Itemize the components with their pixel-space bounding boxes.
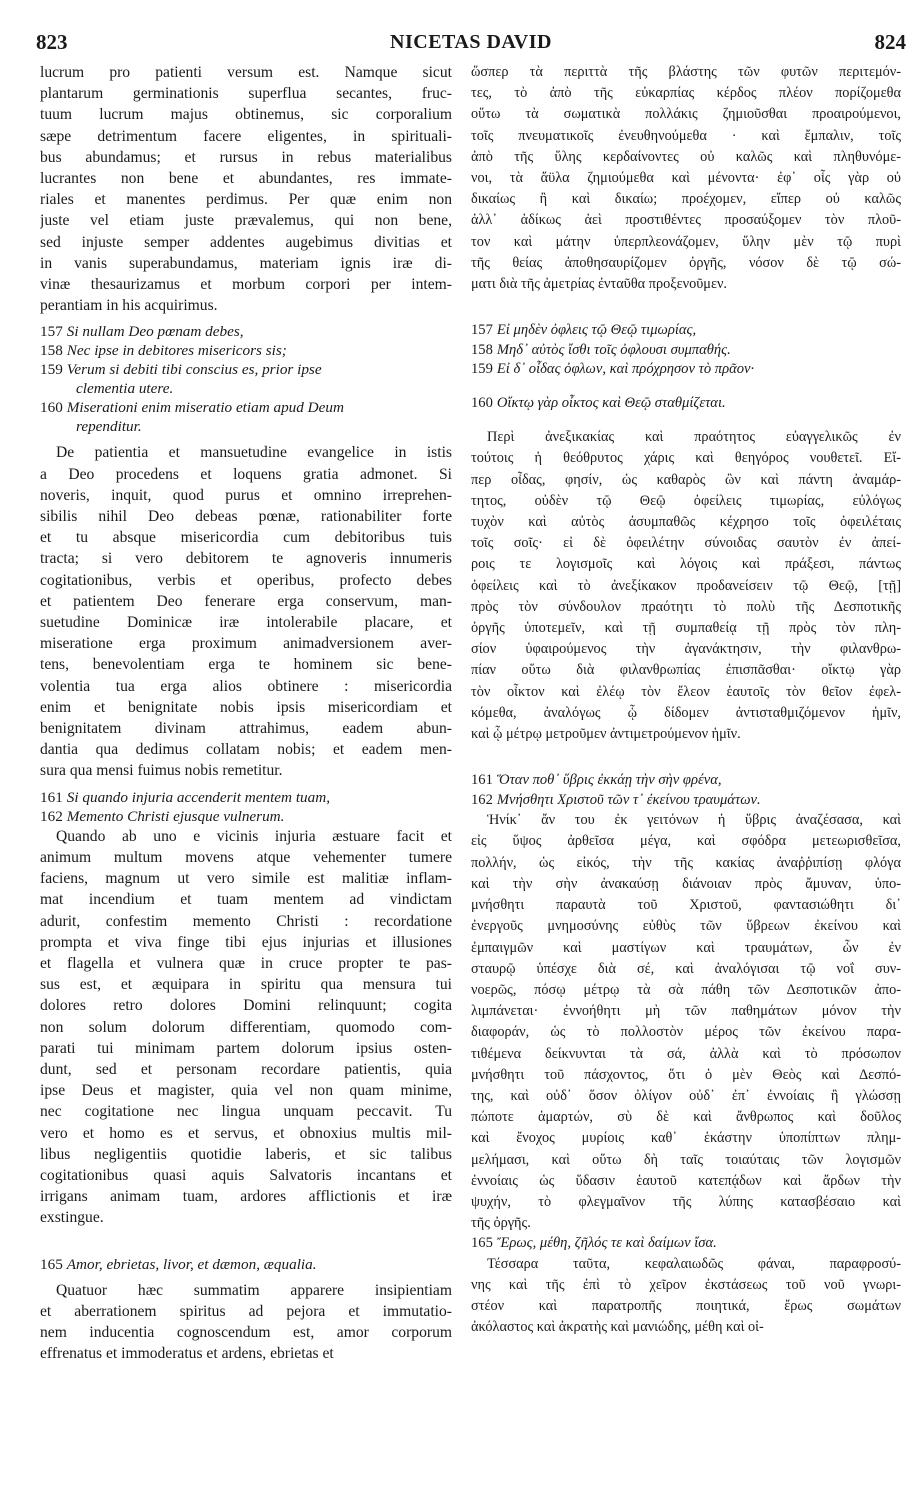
verse-number: 162 [471,791,493,808]
text-line: στέον καὶ παρατροπῆς ποιητικά, ἔρως σωμάτων [471,1298,901,1315]
text-line: enim et benignitate nobis ipsis misericordiam et [40,698,452,716]
text-line: τιθέμενα δείκνυνται τὰ σά, ἀλλὰ καὶ τὸ πρόσωπον [471,1045,901,1062]
text-line: vero et homo es et servus, et obnoxius multis mil- [40,1124,452,1142]
text-line: vinæ thesaurizamus et morbum corpori per intem- [40,276,452,294]
text-line: της, καὶ οὐδ᾽ ὅσον ὀλίγον οὐδ᾽ ἐπ᾽ ἐννοίαις ἢ γλώσσῃ [471,1087,901,1104]
text-line: ψυχήν, τὸ φλεγμαῖνον τῆς λύπης κατασβέσαιο καὶ [471,1193,901,1210]
text-line: τοῖς σοῖς· εἰ δὲ ὀφειλέτην σύνοιδας σαυτὸν ἐν ἀπεί- [471,535,901,552]
verse-text: Si nullam Deo pœnam debes, [66,323,244,341]
verse-line [40,1255,452,1274]
verse-number: 158 [471,341,493,358]
text-line: sus est, et æquipara in spiritu qua mensura tui [40,976,452,994]
text-line: ἐμπαιγμῶν καὶ μαστίγων καὶ τραυμάτων, ὧν ἐν [471,939,901,956]
verse-line [471,394,901,414]
text-line: et patientem Deo fenerare erga conservum, man- [40,592,452,610]
text-line: τον καὶ μάτην ὑπερπλεονάζομεν, ὕλην μὲν τῷ πυρὶ [471,233,901,250]
text-line: cogitationibus quasi aquis Salvatoris incantans et [40,1166,452,1184]
verse-text: Amor, ebrietas, livor, et dæmon, æqualia. [66,1255,317,1273]
text-line: καὶ ἔνοχος μυρίοις καθ᾽ ἑκάστην ὑποπίπτων πλημ- [471,1130,901,1147]
text-line: dantia qua dedimus collatam nobis; et eadem men- [40,741,452,759]
text-line: ροις τε λογισμοῖς καὶ λόγοις καὶ πράξεσι, πάντως [471,556,901,573]
text-line: noveris, inquit, quod purus et omnino irreprehen- [40,486,452,504]
verse-text: Εἰ δ᾽ οἶδας ὀφλων, καὶ πρόχρησον τὸ πρᾶον· [496,361,755,378]
text-line: sed injuste semper addentes augebimus divitias et [40,233,452,251]
text-line: libus negligentiis quotidie laberis, et sic talibus [40,1145,452,1163]
text-line: volentia tua erga alios obtinere : misericordia [40,677,452,695]
spacer [471,413,901,427]
text-line: faciens, magnum ut vero simile est malitiæ inflam- [40,870,452,888]
verse-number: 157 [471,322,493,339]
latin-column [40,62,452,1491]
text-line: effrenatus et immoderatus et ardens, ebrietas et [40,1345,334,1363]
text-line: ὥσπερ τὰ περιττὰ τῆς βλάστης τῶν φυτῶν περιτεμόν- [471,64,901,80]
text-line: ἐνεργοῦς μνημοσύνης εὐθὺς τῶν ὕβρεων ἐκείνου καὶ [471,918,901,935]
verse-number: 157 [40,323,63,341]
text-line: τυχὸν καὶ αὐτὸς ἀσυμπαθῶς κέχρησο τοῖς ὀφειλέταις [471,514,901,531]
verse-text: Si quando injuria accenderit mentem tuam, [66,788,330,806]
text-line: τῆς ὀργῆς. [471,1215,531,1232]
text-line: et flagella et vulnera quæ in cruce propter te pas- [40,954,452,972]
text-line: μελήμασι, καὶ οὕτω δὴ ταῖς τοιαύταις τῶν λογισμῶν [471,1151,901,1168]
verse-line [471,791,901,811]
text-line: miseratione erga proximum animadversionem aver- [40,635,452,653]
verse-line [40,341,452,360]
text-line: ἀκόλαστος καὶ ἀκρατὴς καὶ μανιώδης, μέθη καὶ οἰ- [471,1319,764,1336]
text-line: bus abundamus; et rursus in rebus materialibus [40,148,452,166]
text-line: dunt, sed et personam recordare patientis, quia [40,1060,452,1078]
verse-text: Verum si debiti tibi conscius es, prior ipse [66,361,322,379]
text-line: tuum lucrum majus obtinemus, sic corporalium [40,106,452,124]
verse-line [471,1234,901,1254]
running-title: NICETAS DAVID [390,31,552,53]
text-line: benignitatem divinam attrahimus, eadem abun- [40,720,452,738]
text-line: διαφοράν, ὡς τὸ πολλοστὸν μέρος τῶν ἐκείνου παρα- [471,1024,901,1041]
text-line: νοι, τὰ ἄϋλα ζημιούμεθα καὶ μένοντα· ἐφ᾽ οἷς γὰρ οὐ [471,170,901,187]
verse-line [40,788,452,807]
text-line: ipse Deus et magister, quia vel non quam minime, [40,1082,452,1100]
text-line: prompta et viva finge tibi ejus injurias et illusiones [40,933,452,951]
text-line: tens, benevolentiam erga te hominem sic bene- [40,656,452,674]
text-line: plantarum germinationis superflua secantes, fruc- [40,85,452,103]
left-column-number: 823 [36,30,68,54]
verse-text: Memento Christi ejusque vulnerum. [66,807,285,825]
text-line: μνήσθητι τοῦ πάσχοντος, ὅτι ὁ μὲν Θεὸς καὶ Δεσπό- [471,1066,901,1083]
verse-line [40,398,452,417]
text-line: cogitationibus, verbis et operibus, profecto debes [40,571,452,589]
text-line: σταυρῷ ὑπέσχε διὰ σέ, καὶ ἀναλόγισαι τῷ νοΐ συν- [471,960,901,977]
text-line: exstingue. [40,1209,104,1227]
text-line: καὶ ᾧ μέτρῳ μετροῦμεν ἀντιμετρούμενον ἡμῖν. [471,726,741,743]
text-line: δικαίως ἢ καὶ δικαίω; προέχομεν, εἴπερ οὐ καλῶς [471,191,901,208]
verse-number: 161 [40,788,63,806]
text-line: ἀλλ᾽ ἀδίκως ἀεὶ προστιθέντες προσαύξομεν τὸν πλοῦ- [471,212,901,229]
verse-line [40,322,452,341]
text-line: Ἡνίκ᾽ ἄν του ἐκ γειτόνων ἡ ὕβρις ἀναζέσασα, καὶ [487,812,901,829]
text-line: τες, τὸ ἀπὸ τῆς εὐκαρπίας κέρδος πλέον πορίζομεθα [471,85,901,102]
text-line: τούτοις ἡ θεόθρυτος χάρις καὶ θεηγόρος νουθετεῖ. Εἴ- [471,450,901,467]
text-line: sura qua mensi fuimus nobis remetitur. [40,762,283,780]
text-line: lucrantes non bene et abundantes, res immate- [40,170,452,188]
text-line: irrigans animam tuam, ardores afflictionis et iræ [40,1188,452,1206]
text-line: μνήσθητι παραυτὰ τοῦ Χριστοῦ, φαντασιώθητι δι᾽ [471,897,901,914]
verse-number: 160 [40,399,63,417]
verse-text: Ὅταν ποθ᾽ ὕβρις ἐκκάῃ τὴν σὴν φρένα, [496,772,722,789]
text-line: οὕτω τὰ σωματικὰ πολλάκις ζημιοῦσθαι προαιρούμενοι, [471,106,901,123]
text-line: πολλήν, ὡς εἰκός, τὴν τῆς κακίας ἀναῤῥιπίσῃ φλόγα [471,854,901,871]
verse-number: 161 [471,772,493,789]
greek-column [471,62,901,1491]
text-line: sæpe detrimentum facere eligentes, in spirituali- [40,127,452,145]
text-line: riales et manentes perdimus. Per quæ enim non [40,191,452,209]
text-line: ὀργῆς ὑποτεμεῖν, καὶ τῇ συμπαθείᾳ τῇ πρὸς τὸν πλη- [471,620,901,637]
verse-line [40,417,452,436]
text-line: πρὸς τὸν σύνδουλον πραότητι τὸ πολὺ τῆς Δεσποτικῆς [471,598,901,615]
text-line: τῆς θείας ἀποθησαυρίζομεν ὀργῆς, νόσον δὲ τῷ σώ- [471,254,901,271]
text-line: εἰς ὕψος ἀρθεῖσα μέγα, καὶ σφόδρα μετεωρισθεῖσα, [471,833,901,850]
verse-line [40,379,452,398]
text-line: λιμπάνεται· ἐννοήθητι μὴ τῶν παθημάτων μόνον τὴν [471,1003,901,1020]
spacer [40,1229,452,1255]
page-header [36,30,906,60]
text-line: mat incendium et tuam mentem ad vindictam [40,891,452,909]
verse-number: 162 [40,807,63,825]
text-line: sibilis nihil Deo debeas pœnæ, rationabiliter forte [40,508,452,526]
text-line: nec cogitatione nec lingua unquam peccavit. Tu [40,1103,452,1121]
right-column-number: 824 [874,30,906,54]
spacer [471,380,901,394]
text-line: τοῖς πνευματικοῖς ἐνευθηνούμεθα · καὶ ἔμπαλιν, τοῖς [471,127,901,144]
verse-number: 165 [40,1255,63,1273]
verse-text: Οἴκτῳ γὰρ οἶκτος καὶ Θεῷ σταθμίζεται. [496,394,726,411]
text-line: ἀπὸ τῆς ὕλης κερδαίνοντες οὐ καλῶς καὶ πληθυνόμε- [471,148,901,165]
verse-text: Εἰ μηδὲν ὀφλεις τῷ Θεῷ τιμωρίας, [496,322,697,339]
text-line: animum multum movens atque vehementer tumere [40,848,452,866]
text-line: dolores retro dolores Domini relinquunt; cogita [40,997,452,1015]
text-line: πώποτε ἁμαρτών, σὺ δὲ καὶ ἄνθρωπος καὶ δοῦλος [471,1109,901,1126]
verse-text: clementia utere. [76,380,174,398]
text-line: νης καὶ τῆς ἐπὶ τὸ χεῖρον ἐκστάσεως τοῦ νοῦ γνωρι- [471,1277,901,1294]
text-line: Τέσσαρα ταῦτα, κεφαλαιωδῶς φάναι, παραφροσύ- [487,1255,901,1272]
text-line: nem inducentia cognoscendum est, amor corporum [40,1323,452,1341]
text-line: καὶ τὴν σὴν ἀνακαύσῃ διάνοιαν πρὸς ἄμυναν, ὑπο- [471,875,901,892]
text-line: et tu absque misericordia cum debitoribus tuis [40,529,452,547]
verse-text: Miserationi enim miseratio etiam apud Deum [66,399,344,417]
text-line: non solum dolorum differentiam, quomodo com- [40,1018,452,1036]
text-line: ματι διὰ τῆς ἀμετρίας ἐνταῦθα προξενοῦμεν. [471,276,728,293]
text-line: περ οἶδας, φησίν, ὡς καθαρὸς ὢν καὶ πάντη ἀναμάρ- [471,471,901,488]
verse-text: Ἔρως, μέθη, ζῆλός τε καὶ δαίμων ἴσα. [496,1235,717,1252]
verse-number: 159 [40,361,63,379]
verse-number: 158 [40,342,63,360]
verse-text: rependitur. [76,418,142,436]
text-line: Quatuor hæc summatim apparere insipientiam [56,1281,452,1299]
text-line: perantiam in his acquirimus. [40,297,218,315]
verse-line [471,341,901,361]
text-line: adurit, confestim memento Christi : recordatione [40,912,452,930]
verse-line [471,321,901,341]
verse-text: Μνήσθητι Χριστοῦ τῶν τ᾽ ἐκείνου τραυμάτων. [496,791,761,808]
text-line: De patientia et mansuetudine evangelice in istis [56,444,452,462]
text-line: τητος, οὐδὲν τῷ Θεῷ ὀφείλεις τιμωρίας, εὐλόγως [471,492,901,509]
text-line: tracta; si vero debitorem te agnoveris innumeris [40,550,452,568]
verse-text: Nec ipse in debitores misericors sis; [66,342,287,360]
text-line: et aberrationem spiritus ad pejora et immutatio- [40,1302,452,1320]
text-line: πίαν οὕτω διὰ φιλανθρωπίας ἐπισπᾶσθαι· οἴκτῳ γὰρ [471,662,901,679]
text-line: Quando ab uno e vicinis injuria æstuare facit et [56,827,452,845]
verse-number: 160 [471,394,493,411]
text-line: a Deo procedens et loquens gratia admonet. Si [40,465,452,483]
spacer [471,295,901,321]
text-line: ὀφείλεις καὶ τὸ ἀνεξίκακον προδανείσειν τῷ Θεῷ, [τῇ] [471,577,901,594]
text-line: juste vel etiam juste prævalemus, qui non bene, [40,212,452,230]
verse-line [471,771,901,791]
text-line: ἐννοίαις ὡς ὕδασιν ἑαυτοῦ κατεπᾴδων καὶ ἄρδων τὴν [471,1172,901,1189]
verse-number: 165 [471,1235,493,1252]
text-line: parati tui minimam partem dolorum ipsius osten- [40,1039,452,1057]
text-line: νοερῶς, πόσῳ μέτρῳ τὰ σὰ πάθη τῶν Δεσποτικῶν ἀπο- [471,981,901,998]
verse-line [40,807,452,826]
text-line: σίον ὑφαιρούμενος τὴν ἀγανάκτησιν, τὴν φιλανθρω- [471,641,901,658]
text-line: Περὶ ἀνεξικακίας καὶ πραότητος εὐαγγελικῶς ἐν [487,429,901,446]
text-line: κόμεθα, ἀναλόγως ᾧ δίδομεν ἀντισταθμιζόμενον ἡμῖν, [471,704,901,721]
text-line: τὸν οἶκτον καὶ ἐλέῳ τὸν ἔλεον ἑαυτοῖς τὸν θεῖον ἐφελ- [471,683,901,700]
verse-number: 159 [471,361,493,378]
verse-line [40,360,452,379]
text-line: in vanis superabundamus, materiam ignis iræ di- [40,254,452,272]
verse-line [471,360,901,380]
spacer [471,745,901,771]
text-line: lucrum pro patienti versum est. Namque sicut [40,64,452,81]
text-line: suetudine Dominicæ iræ intolerabile placare, et [40,614,452,632]
verse-text: Μηδ᾽ αὐτὸς ἴσθι τοῖς ὀφλουσι συμπαθής. [496,341,731,358]
